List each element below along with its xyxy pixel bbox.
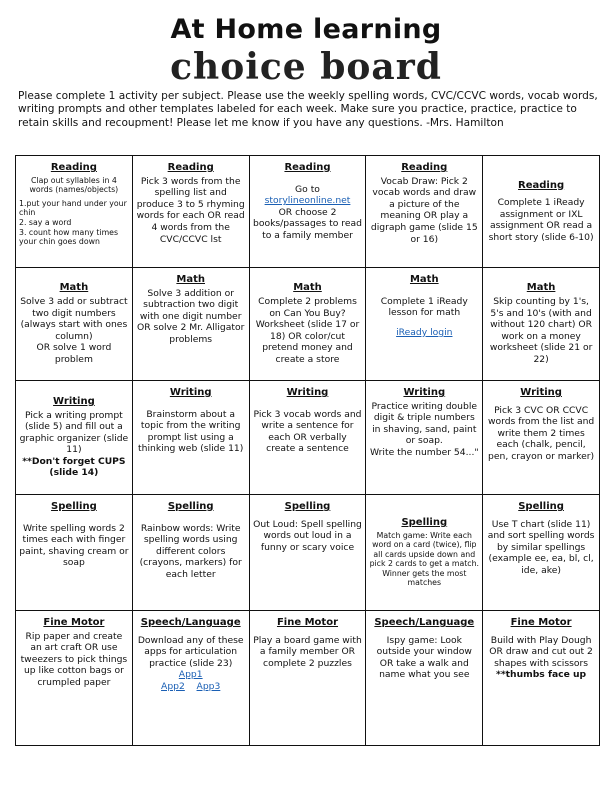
iready-login-link[interactable]: iReady login bbox=[396, 326, 453, 338]
cell-heading: Reading bbox=[284, 162, 331, 173]
cell-heading: Math bbox=[526, 282, 556, 294]
cell-heading: Spelling bbox=[167, 501, 214, 512]
cell-math-4 bbox=[366, 268, 483, 381]
cell-text: Write spelling words 2 times each with finger paint, shaving cream or soap bbox=[19, 522, 129, 569]
cell-text: Clap out syllables in 4 words (names/objects) bbox=[29, 175, 119, 195]
cell-math-2 bbox=[132, 268, 249, 381]
cell-spelling-1 bbox=[16, 495, 133, 611]
cell-text: Complete 1 iReady assignment or IXL assignment OR read a short story (slide 6-10) bbox=[488, 197, 594, 243]
cell-text: OR solve 1 word problem bbox=[36, 342, 112, 365]
cell-heading: Writing bbox=[169, 387, 212, 398]
cell-heading: Writing bbox=[403, 387, 446, 398]
cell-heading: Reading bbox=[518, 179, 565, 191]
cell-spelling-2 bbox=[132, 495, 249, 611]
cell-heading: Spelling bbox=[51, 501, 97, 512]
cell-reading-5 bbox=[483, 156, 600, 268]
cell-heading: Fine Motor bbox=[43, 617, 105, 628]
cell-math-5 bbox=[483, 268, 600, 381]
cell-spelling-3 bbox=[249, 495, 366, 611]
cell-reading-4 bbox=[366, 156, 483, 268]
cell-text: Pick 3 CVC OR CCVC words from the list and write them 2 times each (chalk, pencil, pen, crayon or marker) bbox=[487, 404, 595, 462]
cell-reading-2 bbox=[132, 156, 249, 268]
app2-link[interactable]: App2 bbox=[161, 680, 185, 692]
cell-spelling-5 bbox=[483, 495, 600, 611]
cell-text: Vocab Draw: Pick 2 vocab words and draw a picture of the meaning OR play a digraph game (slide 15 or 16) bbox=[370, 175, 478, 245]
cell-text: Go to bbox=[295, 183, 320, 195]
storyline-link[interactable]: storylineonline.net bbox=[264, 195, 351, 207]
cell-text: Rainbow words: Write spelling words using different colors (crayons, markers) for each letter bbox=[139, 522, 242, 580]
cell-math-1 bbox=[16, 268, 133, 381]
cell-math-3 bbox=[249, 268, 366, 381]
cell-heading: Writing bbox=[286, 387, 329, 398]
cell-writing-2 bbox=[132, 381, 249, 495]
cell-heading: Spelling bbox=[518, 501, 564, 512]
cell-text: Rip paper and create an art craft OR use tweezers to pick things up like cotton bags or crumpled paper bbox=[20, 630, 128, 688]
cell-text: Complete 1 iReady lesson for math bbox=[380, 295, 468, 319]
cell-text: Ispy game: Look outside your window OR take a walk and name what you see bbox=[376, 634, 472, 681]
cell-text: Solve 3 addition or subtraction two digit with one digit number OR solve 2 Mr. Alligator problems bbox=[137, 287, 245, 345]
title-line-1: At Home learning bbox=[170, 14, 442, 45]
cell-text: Solve 3 add or subtract two digit numbers (always start with ones column) bbox=[20, 296, 128, 342]
app1-link[interactable]: App1 bbox=[178, 669, 203, 681]
cell-text: Play a board game with a family member OR complete 2 puzzles bbox=[253, 634, 362, 669]
app3-link[interactable]: App3 bbox=[196, 680, 221, 692]
cell-heading: Fine Motor bbox=[276, 617, 339, 628]
cell-heading: Math bbox=[176, 274, 205, 285]
cell-text: Pick 3 vocab words and write a sentence for each OR verbally create a sentence bbox=[253, 408, 362, 455]
cell-heading: Reading bbox=[50, 162, 97, 173]
cell-heading: Reading bbox=[401, 162, 448, 173]
cell-text: Build with Play Dough OR draw and cut out 2 shapes with scissors bbox=[489, 634, 593, 669]
cell-writing-4 bbox=[366, 381, 483, 495]
cell-note: **thumbs face up bbox=[496, 669, 587, 681]
cell-text: OR choose 2 books/passages to read to a family member bbox=[253, 206, 362, 241]
cell-text: Skip counting by 1's, 5's and 10's (with and without 120 chart) OR work on a money worksheet (slide 21 or 22) bbox=[489, 296, 593, 365]
cell-text: Out Loud: Spell spelling words out loud in a funny or scary voice bbox=[253, 518, 362, 553]
cell-reading-1 bbox=[16, 156, 133, 268]
cell-heading: Writing bbox=[520, 387, 562, 398]
cell-heading: Math bbox=[293, 282, 322, 294]
cell-text: Pick 3 words from the spelling list and produce 3 to 5 rhyming words for each OR read 4 words from the CVC/CCVC lst bbox=[136, 175, 245, 245]
cell-text: 2. say a word bbox=[19, 217, 72, 227]
cell-text: 3. count how many times your chin goes down bbox=[19, 227, 119, 247]
cell-speech-1 bbox=[132, 611, 249, 746]
cell-fine-motor-2 bbox=[249, 611, 366, 746]
cell-text: 1.put your hand under your chin bbox=[19, 198, 127, 218]
title-line-2: choice board bbox=[170, 46, 442, 88]
cell-text: Practice writing double digit & triple numbers in shaving, sand, paint or soap. bbox=[371, 400, 478, 447]
cell-spelling-4 bbox=[366, 495, 483, 611]
cell-heading: Speech/Language bbox=[374, 617, 475, 628]
cell-writing-1 bbox=[16, 381, 133, 495]
cell-fine-motor-1 bbox=[16, 611, 133, 746]
cell-heading: Writing bbox=[53, 395, 95, 407]
cell-text: Download any of these apps for articulation practice (slide 23) bbox=[137, 634, 244, 669]
cell-text: Match game: Write each word on a card (twice), flip all cards upside down and pick 2 cards to get a match. Winner gets the most matches bbox=[369, 530, 480, 588]
cell-writing-5 bbox=[483, 381, 600, 495]
cell-heading: Spelling bbox=[401, 516, 448, 528]
cell-text: Pick a writing prompt (slide 5) and fill out a graphic organizer (slide 11) bbox=[19, 409, 129, 456]
cell-heading: Speech/Language bbox=[140, 617, 241, 628]
cell-heading: Fine Motor bbox=[510, 617, 572, 628]
intro-paragraph: Please complete 1 activity per subject. Please use the weekly spelling words, CVC/CCVC words, vocab words, writing prompts and other templates labeled for each week. Make sure you practice, practice, practice to retain skills and recoupment! Please let me know if you have any questions. -Mrs. Hamilton bbox=[18, 90, 598, 129]
cell-heading: Reading bbox=[167, 162, 214, 173]
choice-board-grid bbox=[15, 155, 600, 746]
cell-text: Use T chart (slide 11) and sort spelling words by similar spellings (example ee, ea, bl, cl, ide, ake) bbox=[487, 518, 595, 576]
cell-text: Write the number 54..." bbox=[369, 446, 479, 458]
cell-heading: Spelling bbox=[284, 501, 331, 512]
cell-heading: Math bbox=[59, 282, 89, 294]
cell-fine-motor-3 bbox=[483, 611, 600, 746]
cell-speech-2 bbox=[366, 611, 483, 746]
cell-text: Brainstorm about a topic from the writing prompt list using a thinking web (slide 11) bbox=[138, 408, 244, 455]
cell-heading: Math bbox=[409, 274, 439, 285]
cell-reading-3 bbox=[249, 156, 366, 268]
cell-note: **Don't forget CUPS (slide 14) bbox=[22, 455, 126, 479]
cell-writing-3 bbox=[249, 381, 366, 495]
cell-text: Complete 2 problems on Can You Buy? Worksheet (slide 17 or 18) OR color/cut pretend money and create a store bbox=[255, 296, 360, 365]
